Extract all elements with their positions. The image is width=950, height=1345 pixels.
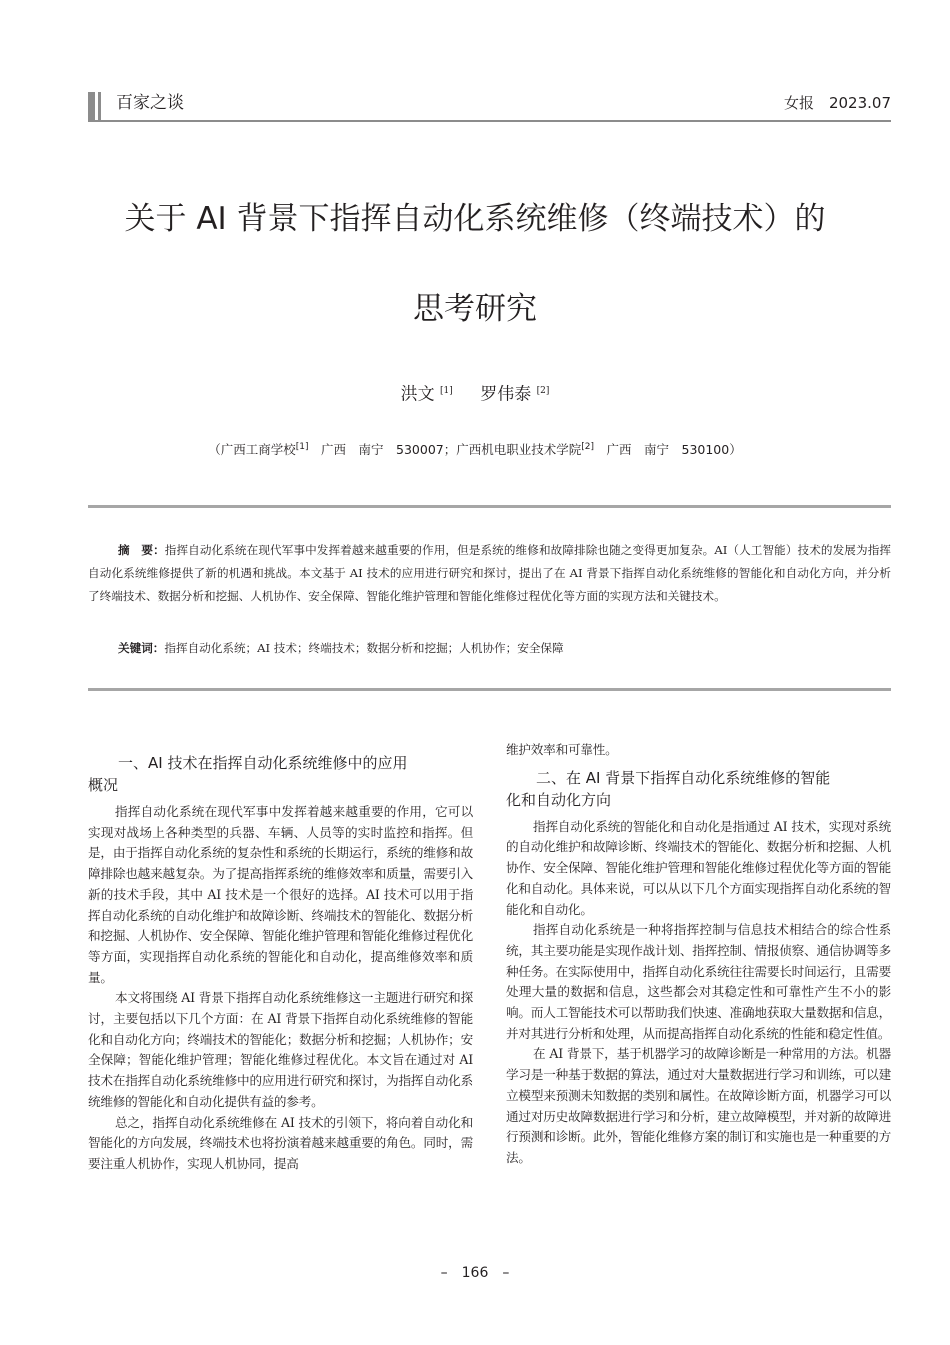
section-heading-1 [88,752,473,796]
column-name: 百家之谈 [116,93,184,113]
section-heading-2 [506,767,891,811]
header-accent-bar [88,92,95,122]
keywords-label: 关键词： [118,641,165,655]
affiliation-text: 广西 南宁 530007；广西机电职业技术学院 [308,442,582,458]
body-paragraph: 本文将围绕 AI 背景下指挥自动化系统维修这一主题进行研究和探讨，主要包括以下几个方面：在 AI 背景下指挥自动化系统维修的智能化和自动化方向；终端技术的智能化；数据分析和挖掘；人机协作；安全保障；智能化维护管理；智能化维修过程优化。本文旨在通过对 AI 技术在指挥自动化系统维修中的应用进行研究和探讨，为指挥自动化系统维修的智能化和自动化提供有益的参考。 [88,990,473,1109]
journal-issue: 女报 2023.07 [783,94,891,112]
body-paragraph: 在 AI 背景下，基于机器学习的故障诊断是一种常用的方法。机器学习是一种基于数据的算法，通过对大量数据进行学习和训练，可以建立模型来预测未知数据的类别和属性。在故障诊断方面，机器学习可以通过对历史故障数据进行学习和分析，建立故障模型，并对新的故障进行预测和诊断。此外，智能化维修方案的制订和实施也是一种重要的方法。 [506,1046,891,1165]
header-rule [88,120,891,122]
abstract [88,539,891,609]
article-title-line-2: 思考研究 [413,291,537,327]
body-paragraph-continued: 维护效率和可靠性。 [506,742,618,757]
keywords [88,637,891,660]
section-heading-1-line-1: 一、AI 技术在指挥自动化系统维修中的应用 [118,754,408,772]
abstract-label: 摘 要： [118,543,165,557]
abstract-top-rule [88,505,891,508]
header-accent-bar-thin [98,92,101,122]
author-name: 罗伟泰 [480,384,532,405]
abstract-bottom-rule [88,688,891,691]
affiliation-ref: [2] [581,442,594,452]
author-ref: [1] [440,386,453,396]
body-paragraph: 指挥自动化系统的智能化和自动化是指通过 AI 技术，实现对系统的自动化维护和故障诊断、终端技术的智能化、数据分析和挖掘、人机协作、安全保障、智能化维护管理和智能化维修过程优化等方面的智能化和自动化。具体来说，可以从以下几个方面实现指挥自动化系统的智能化和自动化。 [506,818,891,917]
affiliation-ref: [1] [295,442,309,452]
body-paragraph: 总之，指挥自动化系统维修在 AI 技术的引领下，将向着自动化和智能化的方向发展，终端技术也将扮演着越来越重要的角色。同时，需要注重人机协作，实现人机协同，提高 [88,1114,473,1171]
affiliations [0,437,950,460]
author-list [0,379,950,407]
abstract-text: 指挥自动化系统在现代军事中发挥着越来越重要的作用，但是系统的维修和故障排除也随之变得更加复杂。AI（人工智能）技术的发展为指挥自动化系统维修提供了新的机遇和挑战。本文基于 AI 技术的应用进行研究和探讨，提出了在 AI 背景下指挥自动化系统维修的智能化和自动化方向，并分析了终端技术、数据分析和挖掘、人机协作、安全保障、智能化维护管理和智能化维修过程优化等方面的实现方法和关键技术。 [88,543,891,604]
keywords-text: 指挥自动化系统；AI 技术；终端技术；数据分析和挖掘；人机协作；安全保障 [164,641,564,655]
body-paragraph: 指挥自动化系统在现代军事中发挥着越来越重要的作用，它可以实现对战场上各种类型的兵器、车辆、人员等的实时监控和指挥。但是，由于指挥自动化系统的复杂性和系统的长期运行，系统的维修和故障排除也越来越复杂。为了提高指挥系统的维修效率和质量，需要引入新的技术手段，其中 AI 技术是一个很好的选择。AI 技术可以用于指挥自动化系统的自动化维护和故障诊断、终端技术的智能化、数据分析和挖掘、人机协作、安全保障、智能化维护管理和智能化维修过程优化等方面，实现指挥自动化系统的智能化和自动化，提高维修效率和质量。 [88,804,473,985]
running-header [88,92,891,122]
affiliation-text: 广西 南宁 530100） [594,442,742,458]
affiliation-text: （广西工商学校 [208,442,296,458]
author-ref: [2] [536,386,550,396]
section-heading-2-line-2: 化和自动化方向 [506,790,612,809]
article-title-line-1: 关于 AI 背景下指挥自动化系统维修（终端技术）的 [124,201,826,237]
right-column [506,742,891,1169]
section-heading-1-line-2: 概况 [88,776,119,794]
section-heading-2-line-1: 二、在 AI 背景下指挥自动化系统维修的智能 [536,768,831,787]
left-column [88,748,473,1175]
page-number: – 166 – [440,1265,510,1281]
author-name: 洪文 [400,384,435,405]
body-paragraph: 指挥自动化系统是一种将指挥控制与信息技术相结合的综合性系统，其主要功能是实现作战计划、指挥控制、情报侦察、通信协调等多种任务。在实际使用中，指挥自动化系统往往需要长时间运行，且需要处理大量的数据和信息，这些都会对其稳定性和可靠性产生不小的影响。而人工智能技术可以帮助我们快速、准确地获取大量数据和信息，并对其进行分析和处理，从而提高指挥自动化系统的性能和稳定性值。 [506,922,891,1041]
